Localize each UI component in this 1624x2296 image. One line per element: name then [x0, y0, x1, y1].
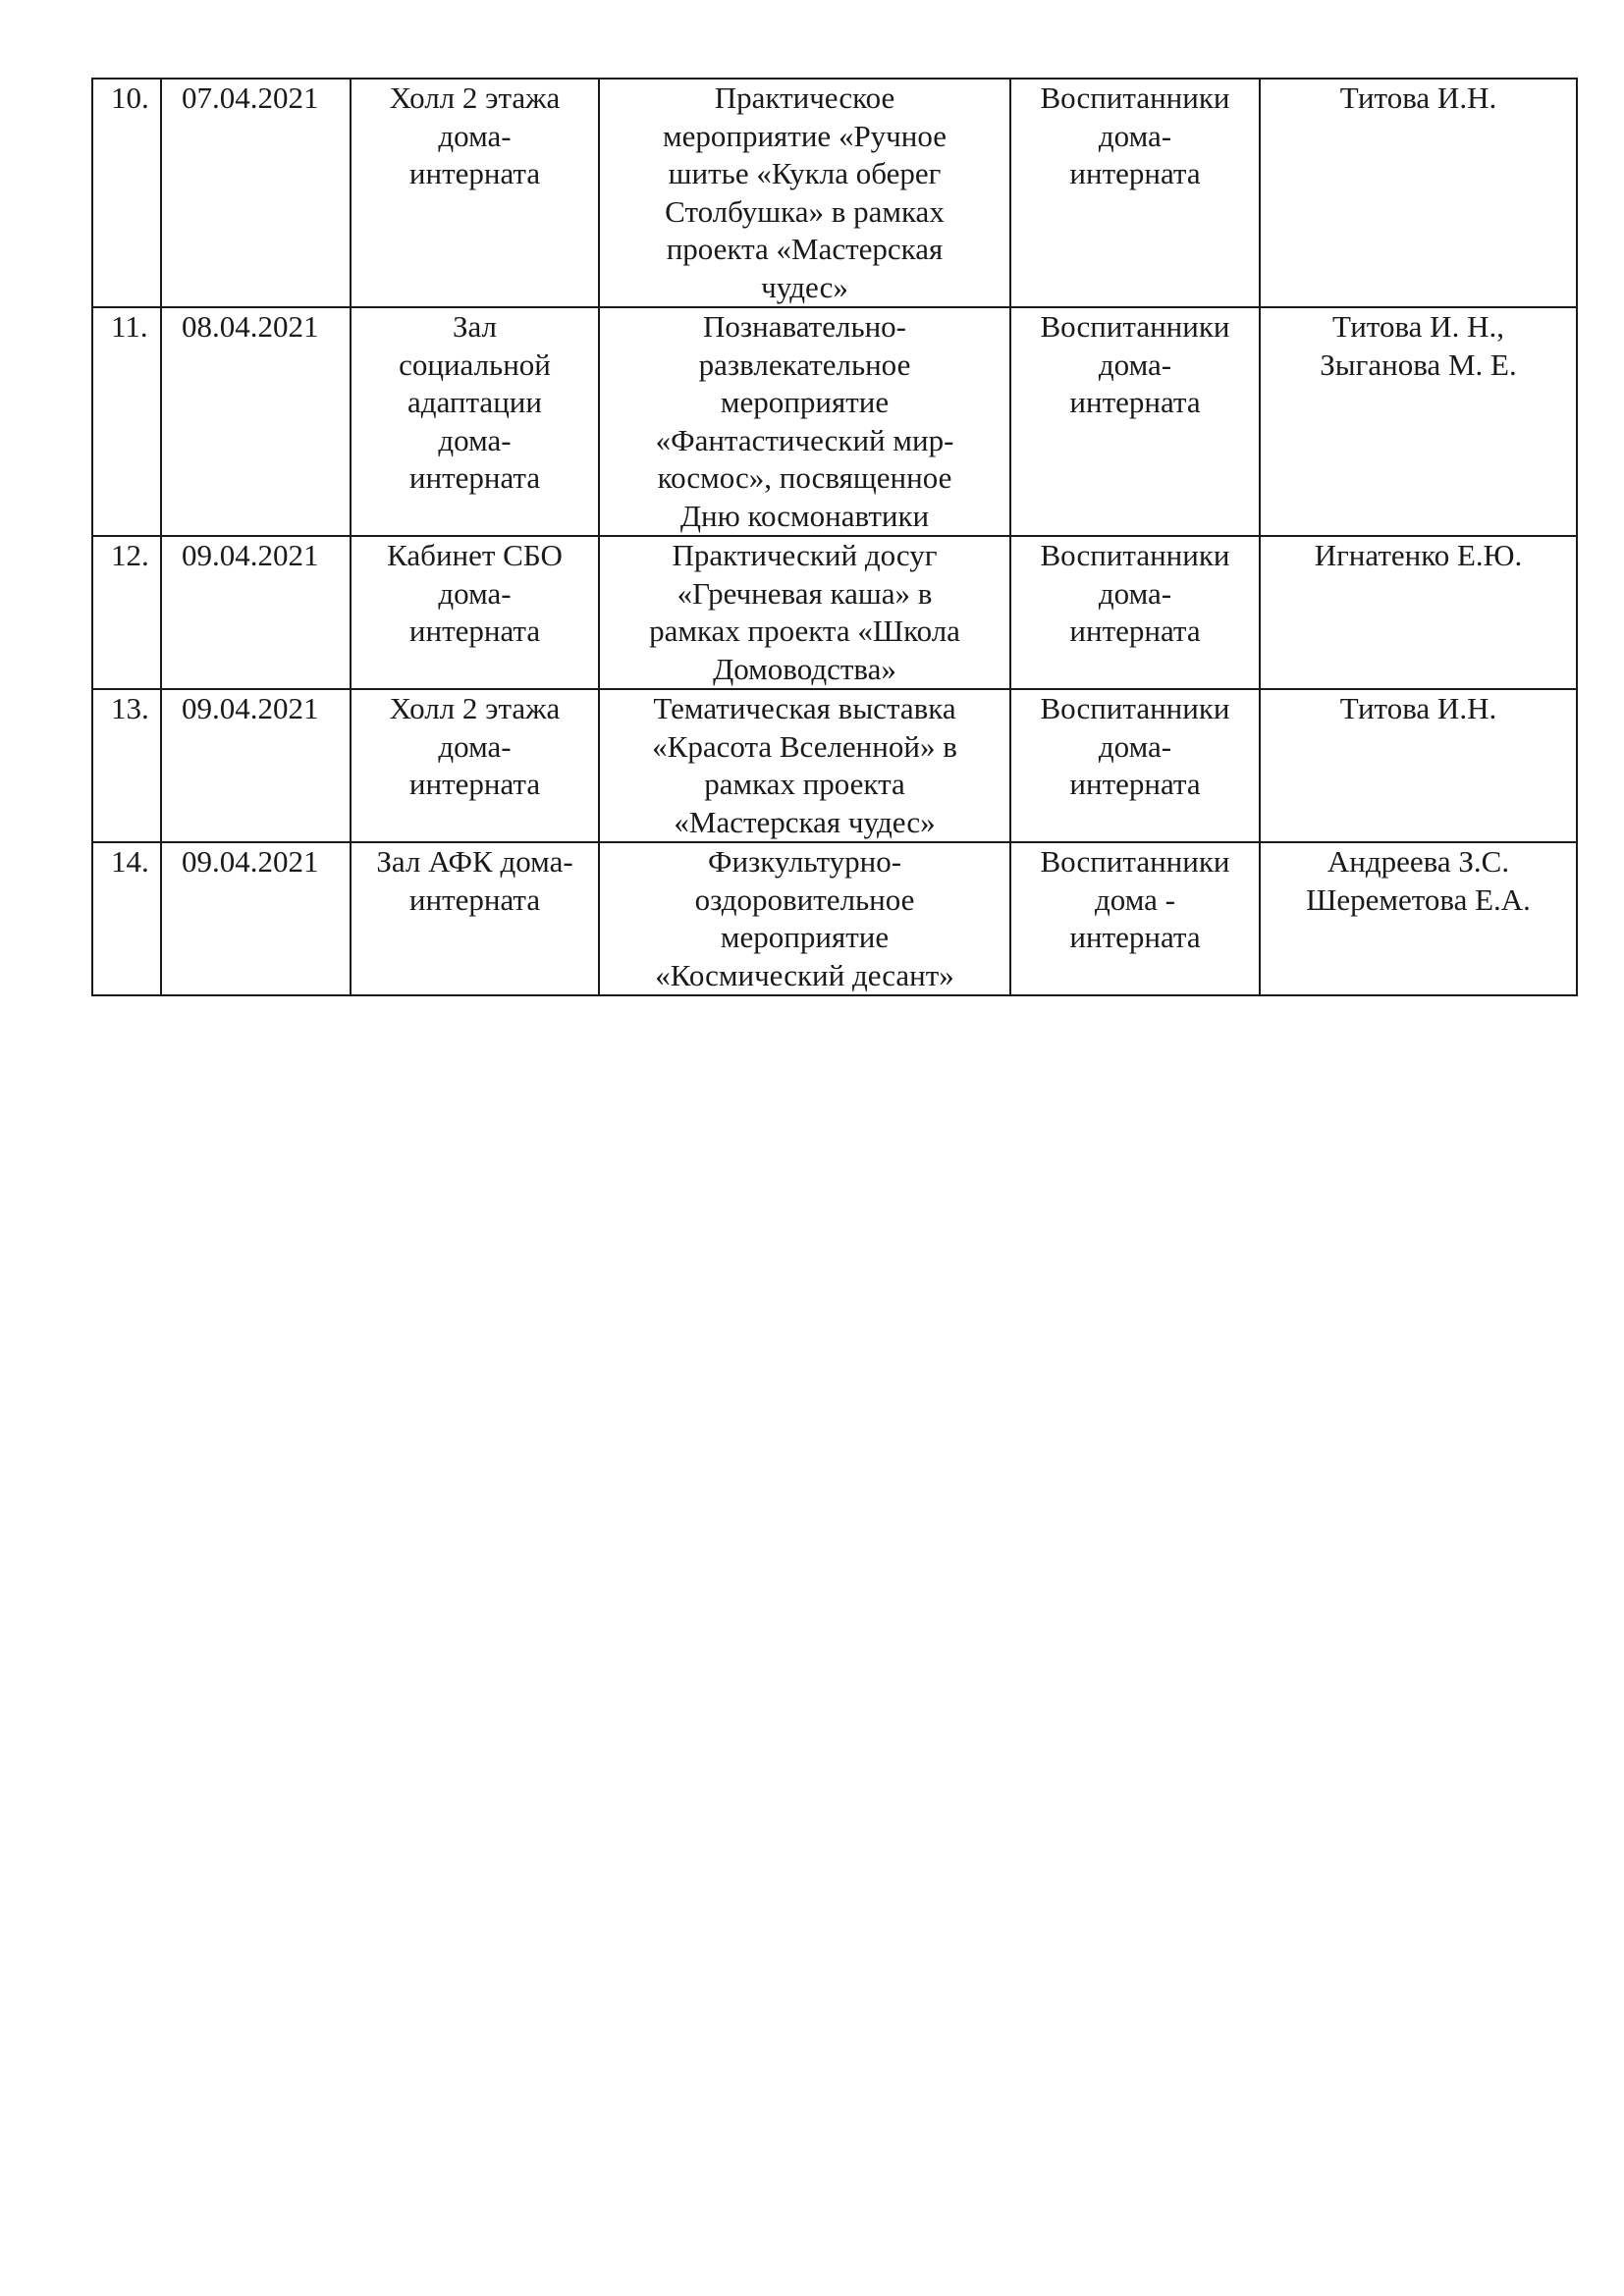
event-date: 08.04.2021	[161, 307, 351, 536]
text-line: интерната	[1069, 920, 1201, 954]
text-line: оздоровительное	[694, 881, 915, 917]
event-title	[599, 79, 1010, 307]
table-row	[92, 536, 1577, 689]
event-place	[351, 307, 599, 536]
event-responsible	[1260, 689, 1577, 842]
text-line: Воспитанники	[1040, 80, 1230, 115]
event-participants	[1010, 536, 1260, 689]
text-line: Зыганова М. Е.	[1320, 347, 1517, 382]
event-responsible	[1260, 79, 1577, 307]
text-line: чудес»	[761, 269, 848, 304]
text-line: интерната	[408, 460, 541, 495]
text-line: космос», посвященное	[657, 460, 952, 495]
event-place	[351, 689, 599, 842]
event-participants	[1010, 79, 1260, 307]
text-line: Зал АФК дома-	[376, 844, 573, 879]
text-line: дома -	[1095, 881, 1175, 917]
row-number: 12.	[92, 536, 161, 689]
text-line: дома-	[1098, 118, 1172, 153]
text-line: «Фантастический мир-	[655, 422, 954, 457]
event-place	[351, 842, 599, 995]
text-line: Андреева З.С.	[1326, 844, 1510, 879]
text-line: «Мастерская чудес»	[674, 804, 936, 839]
text-line: дома-	[438, 118, 512, 153]
text-line: Воспитанники	[1040, 309, 1230, 344]
text-line: Домоводства»	[713, 651, 896, 686]
event-responsible	[1260, 307, 1577, 536]
event-date: 09.04.2021	[161, 842, 351, 995]
event-responsible	[1260, 536, 1577, 689]
text-line: интерната	[1069, 385, 1201, 419]
event-title	[599, 307, 1010, 536]
text-line: интерната	[408, 881, 541, 917]
text-line: Воспитанники	[1040, 691, 1230, 725]
text-line: дома-	[1098, 347, 1172, 382]
text-line: мероприятие «Ручное	[662, 118, 947, 153]
text-line: дома-	[438, 422, 512, 457]
row-number: 13.	[92, 689, 161, 842]
text-line: интерната	[408, 156, 541, 190]
text-line: дома-	[1098, 728, 1172, 764]
event-participants	[1010, 307, 1260, 536]
text-line: мероприятие	[720, 920, 890, 954]
text-line: рамках проекта «Школа	[649, 614, 960, 648]
text-line: интерната	[1069, 614, 1201, 648]
events-schedule-table	[91, 78, 1578, 996]
event-date: 07.04.2021	[161, 79, 351, 307]
text-line: Физкультурно-	[707, 844, 902, 879]
text-line: «Гречневая каша» в	[677, 575, 933, 611]
event-responsible	[1260, 842, 1577, 995]
text-line: Холл 2 этажа	[389, 691, 561, 725]
text-line: проекта «Мастерская	[666, 232, 944, 266]
text-line: мероприятие	[720, 385, 890, 419]
event-participants	[1010, 842, 1260, 995]
event-title	[599, 689, 1010, 842]
event-place	[351, 536, 599, 689]
text-line: дома-	[438, 575, 512, 611]
row-number: 11.	[92, 307, 161, 536]
table-row	[92, 79, 1577, 307]
table-row	[92, 689, 1577, 842]
table-body	[92, 79, 1577, 995]
text-line: интерната	[1069, 156, 1201, 190]
text-line: Дню космонавтики	[679, 498, 930, 533]
text-line: Столбушка» в рамках	[665, 193, 945, 229]
text-line: развлекательное	[698, 347, 911, 382]
table-row	[92, 842, 1577, 995]
table-row	[92, 307, 1577, 536]
text-line: социальной	[399, 347, 551, 382]
text-line: Воспитанники	[1040, 538, 1230, 572]
text-line: Шереметова Е.А.	[1306, 881, 1531, 917]
text-line: Практический досуг	[672, 538, 938, 572]
text-line: интерната	[408, 767, 541, 801]
text-line: Зал	[452, 309, 498, 344]
text-line: Титова И. Н.,	[1332, 309, 1504, 344]
text-line: дома-	[438, 728, 512, 764]
text-line: Титова И.Н.	[1339, 80, 1497, 115]
text-line: адаптации	[407, 385, 542, 419]
text-line: Игнатенко Е.Ю.	[1314, 538, 1523, 572]
event-title	[599, 536, 1010, 689]
event-title	[599, 842, 1010, 995]
event-participants	[1010, 689, 1260, 842]
text-line: интерната	[1069, 767, 1201, 801]
text-line: Практическое	[714, 80, 895, 115]
row-number: 14.	[92, 842, 161, 995]
text-line: рамках проекта	[704, 767, 905, 801]
text-line: Познавательно-	[703, 309, 906, 344]
text-line: дома-	[1098, 575, 1172, 611]
text-line: шитье «Кукла оберег	[668, 156, 942, 190]
text-line: «Космический десант»	[655, 957, 954, 992]
event-date: 09.04.2021	[161, 689, 351, 842]
text-line: Холл 2 этажа	[389, 80, 561, 115]
text-line: Титова И.Н.	[1339, 691, 1497, 725]
text-line: Тематическая выставка	[653, 691, 956, 725]
text-line: Кабинет СБО	[387, 538, 563, 572]
text-line: интерната	[408, 614, 541, 648]
event-date: 09.04.2021	[161, 536, 351, 689]
text-line: Воспитанники	[1040, 844, 1230, 879]
event-place	[351, 79, 599, 307]
text-line: «Красота Вселенной» в	[652, 728, 957, 764]
row-number: 10.	[92, 79, 161, 307]
